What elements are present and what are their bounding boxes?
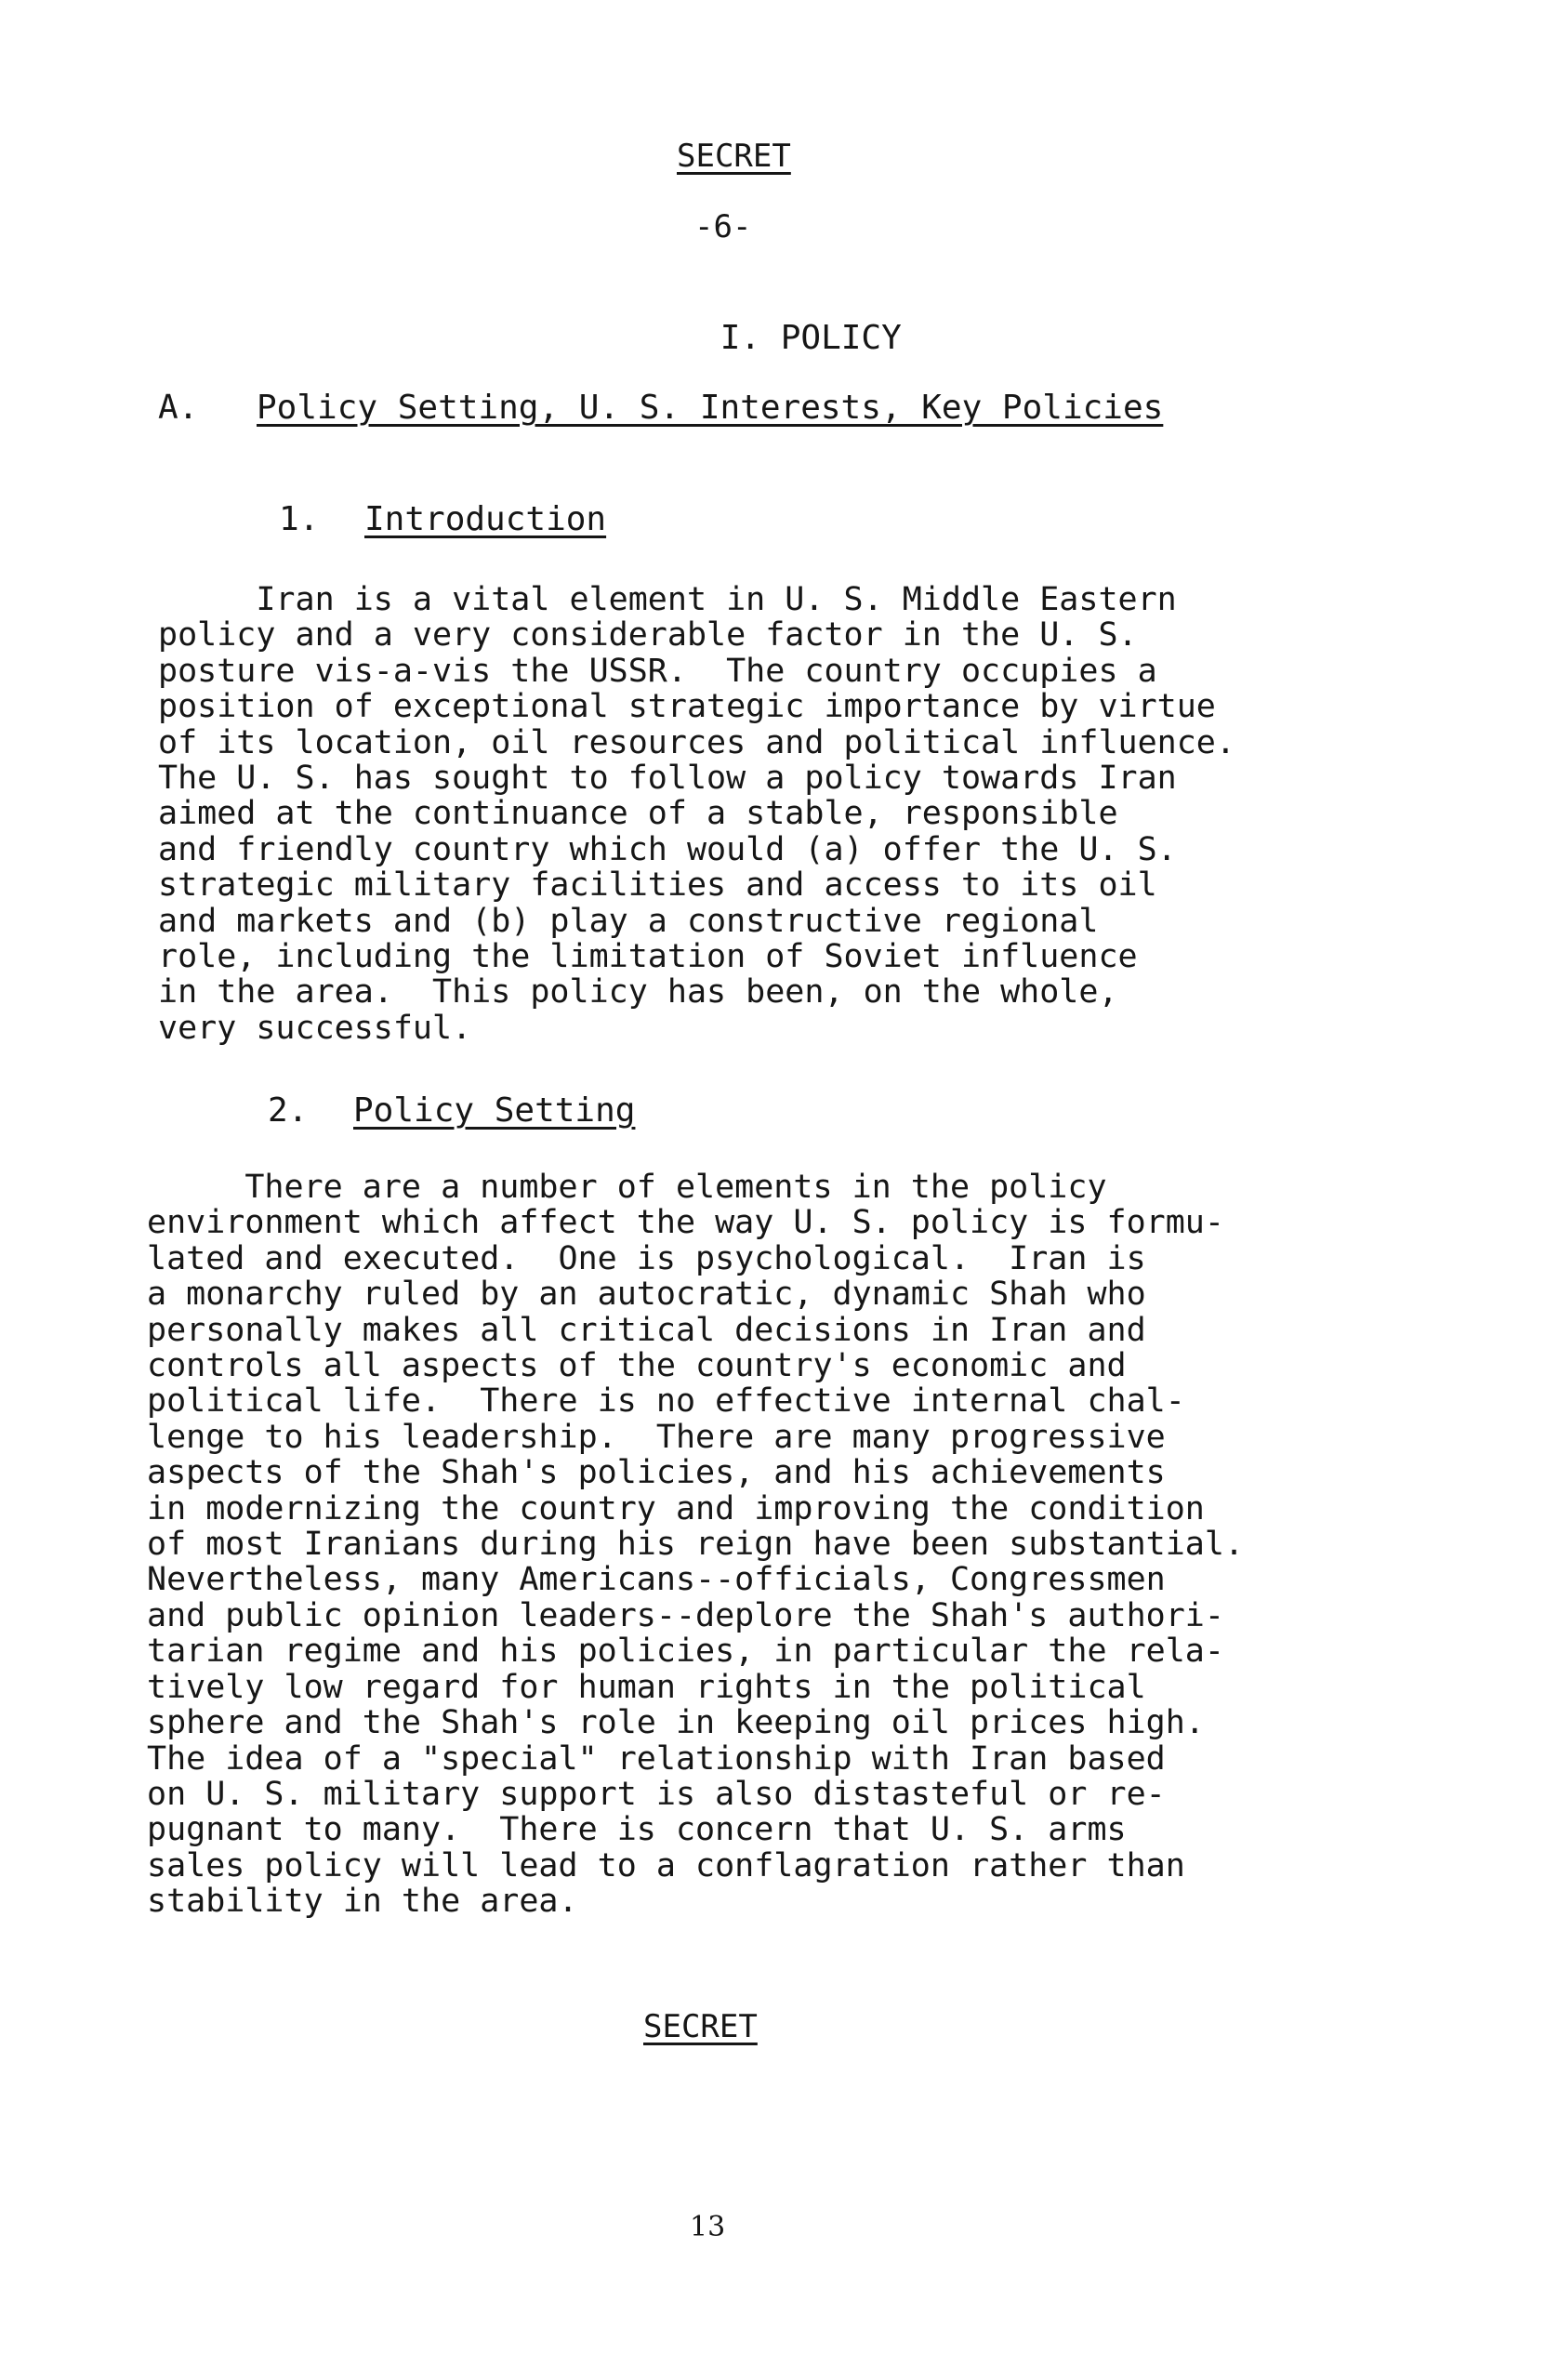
paragraph-line: and public opinion leaders--deplore the Shah's authori- bbox=[147, 1596, 1224, 1634]
paragraph-line: There are a number of elements in the policy bbox=[147, 1169, 1107, 1206]
introduction-paragraph bbox=[158, 582, 1235, 1046]
header-classification-marking: SECRET bbox=[677, 138, 791, 175]
subsection-2-title: Policy Setting bbox=[353, 1091, 636, 1130]
paragraph-line: controls all aspects of the country's economic and bbox=[147, 1347, 1127, 1385]
paragraph-line: on U. S. military support is also distasteful or re- bbox=[147, 1775, 1166, 1813]
page-number: -6- bbox=[694, 208, 752, 245]
paragraph-line: aimed at the continuance of a stable, responsible bbox=[158, 795, 1118, 833]
section-a-label: A. bbox=[158, 389, 199, 427]
paragraph-line: policy and a very considerable factor in the U. S. bbox=[158, 616, 1138, 654]
paragraph-line: in the area. This policy has been, on the whole, bbox=[158, 973, 1118, 1012]
paragraph-line: and markets and (b) play a constructive regional bbox=[158, 902, 1099, 940]
paragraph-line: of most Iranians during his reign have been substantial. bbox=[147, 1526, 1245, 1564]
paragraph-line: sales policy will lead to a conflagration rather than bbox=[147, 1846, 1185, 1884]
paragraph-line: and friendly country which would (a) offer the U. S. bbox=[158, 830, 1177, 868]
paragraph-line: aspects of the Shah's policies, and his achievements bbox=[147, 1454, 1166, 1492]
section-title-text: I. POLICY bbox=[720, 319, 902, 357]
archive-page-number: 13 bbox=[690, 2211, 726, 2243]
paragraph-line: The U. S. has sought to follow a policy towards Iran bbox=[158, 760, 1177, 798]
paragraph-line: tarian regime and his policies, in particular the rela- bbox=[147, 1633, 1224, 1671]
section-a-title: Policy Setting, U. S. Interests, Key Policies bbox=[257, 389, 1164, 427]
paragraph-line: lated and executed. One is psychological. Iran is bbox=[147, 1239, 1146, 1277]
paragraph-line: posture vis-a-vis the USSR. The country occupies a bbox=[158, 652, 1157, 690]
paragraph-line: of its location, oil resources and political influence. bbox=[158, 723, 1235, 761]
paragraph-line: The idea of a "special" relationship with Iran based bbox=[147, 1739, 1166, 1778]
paragraph-line: position of exceptional strategic importance by virtue bbox=[158, 688, 1216, 726]
paragraph-line: stability in the area. bbox=[147, 1883, 578, 1921]
paragraph-line: Nevertheless, many Americans--officials, Congressmen bbox=[147, 1561, 1166, 1599]
paragraph-line: in modernizing the country and improving the condition bbox=[147, 1489, 1205, 1527]
section-title bbox=[640, 281, 902, 395]
subsection-1-number: 1. bbox=[279, 500, 320, 538]
policy-setting-paragraph bbox=[147, 1170, 1244, 1920]
paragraph-line: pugnant to many. There is concern that U. S. arms bbox=[147, 1811, 1127, 1849]
paragraph-line: very successful. bbox=[158, 1009, 472, 1047]
paragraph-line: role, including the limitation of Soviet influence bbox=[158, 938, 1138, 976]
paragraph-line: a monarchy ruled by an autocratic, dynamic Shah who bbox=[147, 1276, 1146, 1314]
paragraph-line: environment which affect the way U. S. policy is formu- bbox=[147, 1204, 1224, 1242]
paragraph-line: political life. There is no effective internal chal- bbox=[147, 1382, 1185, 1421]
paragraph-line: tively low regard for human rights in the political bbox=[147, 1668, 1146, 1706]
paragraph-line: Iran is a vital element in U. S. Middle Eastern bbox=[158, 581, 1177, 618]
subsection-2-number: 2. bbox=[268, 1091, 309, 1130]
paragraph-line: lenge to his leadership. There are many progressive bbox=[147, 1418, 1166, 1456]
paragraph-line: strategic military facilities and access to its oil bbox=[158, 866, 1157, 905]
paragraph-line: personally makes all critical decisions in Iran and bbox=[147, 1311, 1146, 1349]
paragraph-line: sphere and the Shah's role in keeping oil prices high. bbox=[147, 1704, 1205, 1742]
footer-classification-marking: SECRET bbox=[643, 2008, 758, 2045]
subsection-1-title: Introduction bbox=[364, 500, 607, 538]
